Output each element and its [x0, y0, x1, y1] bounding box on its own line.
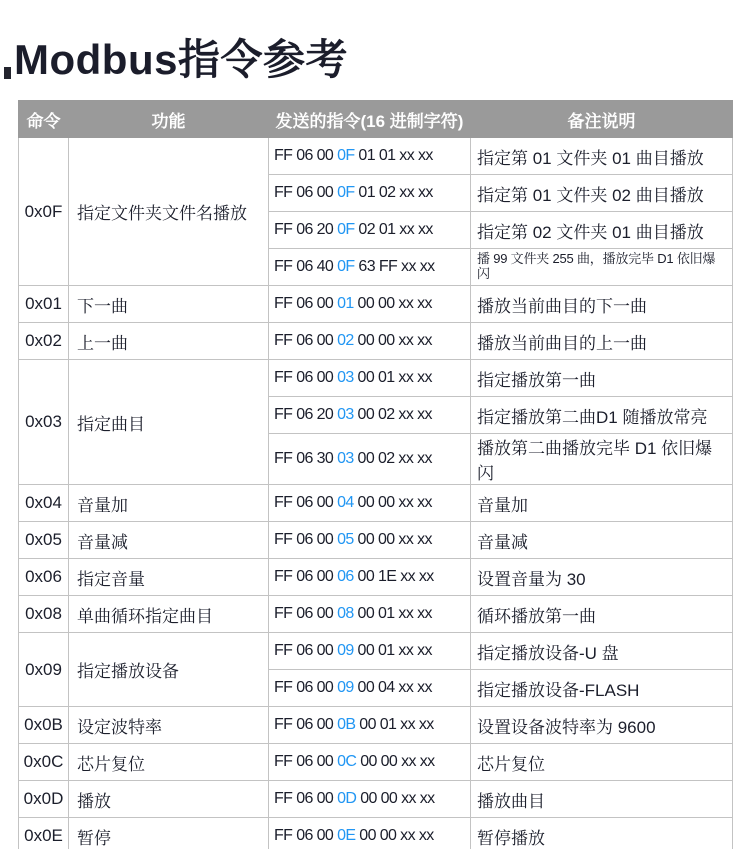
- command-code-cell: 0x04: [19, 485, 69, 522]
- hex-command-byte: 01: [337, 295, 354, 313]
- hex-command-cell: [269, 286, 471, 323]
- table-row: [19, 522, 733, 559]
- hex-suffix: 00 00 xx xx: [353, 332, 432, 350]
- hex-prefix: FF 06 00: [274, 147, 338, 165]
- hex-command-byte: 08: [337, 605, 354, 623]
- remark-cell: 指定播放设备-FLASH: [471, 670, 733, 707]
- table-header: [19, 101, 733, 138]
- hex-prefix: FF 06 00: [274, 716, 338, 734]
- hex-command-cell: [269, 670, 471, 707]
- hex-command-cell: [269, 633, 471, 670]
- hex-suffix: 00 01 xx xx: [355, 716, 434, 734]
- hex-command-byte: 04: [337, 494, 354, 512]
- command-code-cell: 0x0B: [19, 707, 69, 744]
- remark-cell: 播放当前曲目的下一曲: [471, 286, 733, 323]
- hex-command-cell: [269, 249, 471, 286]
- table-row: [19, 323, 733, 360]
- page: [0, 34, 750, 849]
- header-function: 功能: [69, 101, 269, 138]
- hex-suffix: 00 01 xx xx: [353, 605, 432, 623]
- hex-prefix: FF 06 00: [274, 568, 338, 586]
- hex-prefix: FF 06 00: [274, 827, 338, 845]
- hex-command-cell: [269, 212, 471, 249]
- hex-prefix: FF 06 20: [274, 406, 338, 424]
- hex-command-byte: 0E: [337, 827, 356, 845]
- remark-cell: 指定播放第二曲D1 随播放常亮: [471, 397, 733, 434]
- hex-suffix: 01 02 xx xx: [354, 184, 433, 202]
- function-cell: 设定波特率: [69, 707, 269, 744]
- remark-cell: 设置音量为 30: [471, 559, 733, 596]
- hex-command-cell: [269, 707, 471, 744]
- hex-suffix: 00 04 xx xx: [353, 679, 432, 697]
- function-cell: 暂停: [69, 818, 269, 849]
- remark-cell: 播放当前曲目的上一曲: [471, 323, 733, 360]
- table-row: [19, 286, 733, 323]
- remark-cell: 音量加: [471, 485, 733, 522]
- hex-prefix: FF 06 20: [274, 221, 338, 239]
- hex-prefix: FF 06 00: [274, 753, 338, 771]
- hex-command-cell: [269, 434, 471, 485]
- header-remark: 备注说明: [471, 101, 733, 138]
- function-cell: 指定播放设备: [69, 633, 269, 707]
- function-cell: 指定音量: [69, 559, 269, 596]
- hex-command-byte: 0B: [337, 716, 356, 734]
- command-code-cell: 0x0D: [19, 781, 69, 818]
- hex-suffix: 00 1E xx xx: [353, 568, 434, 586]
- hex-command-byte: 02: [337, 332, 354, 350]
- hex-command-cell: [269, 175, 471, 212]
- command-code-cell: 0x09: [19, 633, 69, 707]
- remark-cell: 暂停播放: [471, 818, 733, 849]
- remark-cell: 设置设备波特率为 9600: [471, 707, 733, 744]
- hex-command-cell: [269, 323, 471, 360]
- table-row: [19, 744, 733, 781]
- hex-prefix: FF 06 00: [274, 605, 338, 623]
- hex-suffix: 00 00 xx xx: [353, 494, 432, 512]
- function-cell: 音量减: [69, 522, 269, 559]
- function-cell: 下一曲: [69, 286, 269, 323]
- hex-suffix: 00 00 xx xx: [355, 827, 434, 845]
- table-row: [19, 559, 733, 596]
- hex-command-cell: [269, 522, 471, 559]
- hex-command-byte: 03: [337, 450, 354, 468]
- header-hex-command: 发送的指令(16 进制字符): [269, 101, 471, 138]
- function-cell: 音量加: [69, 485, 269, 522]
- hex-command-byte: 0F: [337, 258, 355, 276]
- command-code-cell: 0x01: [19, 286, 69, 323]
- hex-prefix: FF 06 00: [274, 790, 338, 808]
- hex-command-byte: 09: [337, 679, 354, 697]
- modbus-command-table: [18, 100, 733, 849]
- command-code-cell: 0x06: [19, 559, 69, 596]
- table-row: [19, 485, 733, 522]
- hex-suffix: 00 00 xx xx: [356, 753, 435, 771]
- hex-command-byte: 03: [337, 369, 354, 387]
- hex-prefix: FF 06 00: [274, 642, 338, 660]
- remark-cell: 芯片复位: [471, 744, 733, 781]
- command-code-cell: 0x02: [19, 323, 69, 360]
- remark-cell: 指定第 01 文件夹 02 曲目播放: [471, 175, 733, 212]
- hex-command-cell: [269, 360, 471, 397]
- remark-cell: 播 99 文件夹 255 曲，播放完毕 D1 依旧爆闪: [471, 249, 733, 286]
- hex-command-cell: [269, 485, 471, 522]
- hex-suffix: 02 01 xx xx: [354, 221, 433, 239]
- function-cell: 指定曲目: [69, 360, 269, 485]
- hex-command-byte: 0F: [337, 147, 355, 165]
- remark-cell: 指定第 01 文件夹 01 曲目播放: [471, 138, 733, 175]
- table-row: [19, 781, 733, 818]
- hex-command-byte: 05: [337, 531, 354, 549]
- remark-cell: 音量减: [471, 522, 733, 559]
- function-cell: 芯片复位: [69, 744, 269, 781]
- function-cell: 单曲循环指定曲目: [69, 596, 269, 633]
- hex-suffix: 63 FF xx xx: [354, 258, 435, 276]
- hex-command-cell: [269, 818, 471, 849]
- table-row: [19, 596, 733, 633]
- hex-prefix: FF 06 00: [274, 295, 338, 313]
- hex-command-cell: [269, 596, 471, 633]
- hex-command-byte: 06: [337, 568, 354, 586]
- remark-cell: 播放曲目: [471, 781, 733, 818]
- table-row: [19, 707, 733, 744]
- hex-prefix: FF 06 00: [274, 531, 338, 549]
- hex-command-cell: [269, 744, 471, 781]
- hex-prefix: FF 06 00: [274, 369, 338, 387]
- hex-prefix: FF 06 00: [274, 679, 338, 697]
- hex-command-cell: [269, 397, 471, 434]
- function-cell: 播放: [69, 781, 269, 818]
- hex-suffix: 00 02 xx xx: [353, 406, 432, 424]
- hex-prefix: FF 06 00: [274, 494, 338, 512]
- hex-command-byte: 0F: [337, 221, 355, 239]
- hex-command-byte: 0F: [337, 184, 355, 202]
- hex-suffix: 00 00 xx xx: [356, 790, 435, 808]
- page-title: Modbus指令参考: [14, 36, 348, 83]
- hex-command-cell: [269, 138, 471, 175]
- hex-suffix: 01 01 xx xx: [354, 147, 433, 165]
- stray-mark: [4, 67, 11, 79]
- hex-command-byte: 0C: [337, 753, 357, 771]
- hex-suffix: 00 00 xx xx: [353, 295, 432, 313]
- hex-suffix: 00 01 xx xx: [353, 642, 432, 660]
- header-command: 命令: [19, 101, 69, 138]
- hex-prefix: FF 06 00: [274, 184, 338, 202]
- remark-cell: 指定播放第一曲: [471, 360, 733, 397]
- hex-suffix: 00 01 xx xx: [353, 369, 432, 387]
- table-row: [19, 633, 733, 670]
- table-row: [19, 138, 733, 175]
- hex-command-cell: [269, 559, 471, 596]
- command-code-cell: 0x0F: [19, 138, 69, 286]
- hex-command-byte: 03: [337, 406, 354, 424]
- function-cell: 指定文件夹文件名播放: [69, 138, 269, 286]
- command-code-cell: 0x08: [19, 596, 69, 633]
- remark-cell: 指定第 02 文件夹 01 曲目播放: [471, 212, 733, 249]
- remark-cell: 播放第二曲播放完毕 D1 依旧爆闪: [471, 434, 733, 485]
- command-code-cell: 0x0C: [19, 744, 69, 781]
- function-cell: 上一曲: [69, 323, 269, 360]
- header-row: [19, 101, 733, 138]
- hex-command-byte: 09: [337, 642, 354, 660]
- hex-prefix: FF 06 40: [274, 258, 338, 276]
- command-code-cell: 0x05: [19, 522, 69, 559]
- hex-suffix: 00 02 xx xx: [353, 450, 432, 468]
- hex-prefix: FF 06 00: [274, 332, 338, 350]
- remark-cell: 指定播放设备-U 盘: [471, 633, 733, 670]
- hex-prefix: FF 06 30: [274, 450, 338, 468]
- table-row: [19, 360, 733, 397]
- hex-command-cell: [269, 781, 471, 818]
- command-code-cell: 0x03: [19, 360, 69, 485]
- hex-suffix: 00 00 xx xx: [353, 531, 432, 549]
- hex-command-byte: 0D: [337, 790, 357, 808]
- remark-cell: 循环播放第一曲: [471, 596, 733, 633]
- table-row: [19, 818, 733, 849]
- command-code-cell: 0x0E: [19, 818, 69, 849]
